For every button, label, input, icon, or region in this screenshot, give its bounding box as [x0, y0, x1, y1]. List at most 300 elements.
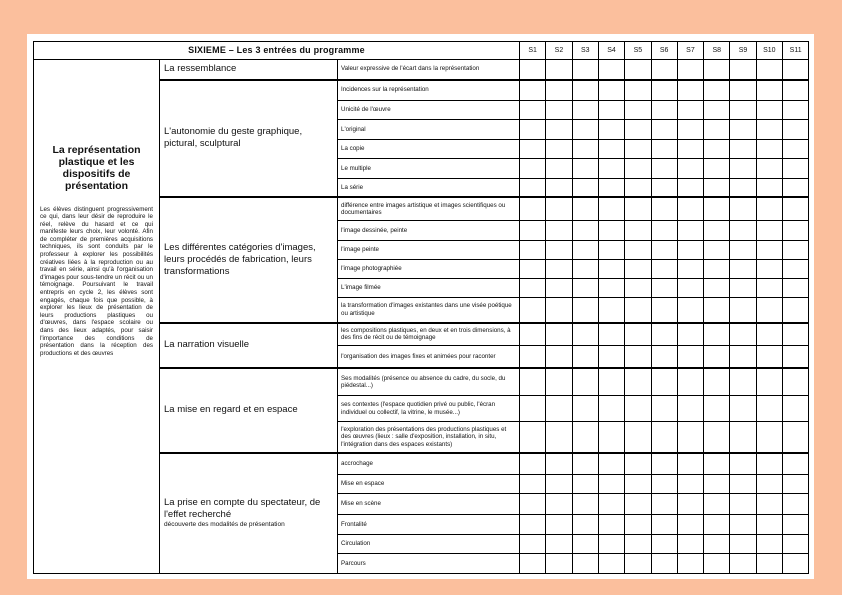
session-check-cell[interactable] — [730, 534, 756, 554]
session-check-cell[interactable] — [704, 139, 730, 159]
session-check-cell[interactable] — [651, 139, 677, 159]
session-check-cell[interactable] — [546, 297, 572, 323]
session-check-cell[interactable] — [782, 179, 808, 198]
session-check-cell[interactable] — [677, 139, 703, 159]
session-check-cell[interactable] — [598, 197, 624, 221]
session-check-cell[interactable] — [704, 100, 730, 120]
session-check-cell[interactable] — [782, 345, 808, 368]
session-check-cell[interactable] — [651, 297, 677, 323]
session-check-cell[interactable] — [782, 368, 808, 396]
session-check-cell[interactable] — [520, 100, 546, 120]
session-check-cell[interactable] — [756, 100, 782, 120]
session-check-cell[interactable] — [730, 59, 756, 80]
session-check-cell[interactable] — [598, 494, 624, 515]
session-check-cell[interactable] — [546, 100, 572, 120]
session-check-cell[interactable] — [651, 159, 677, 179]
session-check-cell[interactable] — [546, 453, 572, 475]
session-check-cell[interactable] — [598, 554, 624, 574]
session-check-cell[interactable] — [572, 260, 598, 279]
session-check-cell[interactable] — [677, 515, 703, 535]
session-check-cell[interactable] — [677, 100, 703, 120]
session-check-cell[interactable] — [704, 453, 730, 475]
session-check-cell[interactable] — [782, 120, 808, 140]
item-cell: Frontalité — [338, 515, 520, 535]
session-check-cell[interactable] — [756, 323, 782, 346]
session-check-cell[interactable] — [598, 80, 624, 101]
session-check-cell[interactable] — [572, 221, 598, 241]
session-check-cell[interactable] — [520, 453, 546, 475]
session-check-cell[interactable] — [572, 396, 598, 422]
session-check-cell[interactable] — [677, 554, 703, 574]
session-check-cell[interactable] — [704, 159, 730, 179]
item-cell: Unicité de l'œuvre — [338, 100, 520, 120]
session-check-cell[interactable] — [756, 534, 782, 554]
session-check-cell[interactable] — [730, 120, 756, 140]
session-check-cell[interactable] — [756, 221, 782, 241]
session-check-cell[interactable] — [677, 197, 703, 221]
session-check-cell[interactable] — [756, 368, 782, 396]
session-check-cell[interactable] — [704, 221, 730, 241]
session-check-cell[interactable] — [598, 368, 624, 396]
session-check-cell[interactable] — [782, 453, 808, 475]
session-check-cell[interactable] — [546, 554, 572, 574]
session-check-cell[interactable] — [677, 422, 703, 453]
session-check-cell[interactable] — [625, 159, 651, 179]
session-check-cell[interactable] — [651, 396, 677, 422]
session-check-cell[interactable] — [782, 554, 808, 574]
session-check-cell[interactable] — [520, 221, 546, 241]
entry-title-cell — [160, 59, 338, 80]
header-row — [34, 42, 809, 60]
session-check-cell[interactable] — [677, 474, 703, 494]
session-check-cell[interactable] — [546, 422, 572, 453]
session-check-cell[interactable] — [598, 59, 624, 80]
session-check-cell[interactable] — [704, 240, 730, 260]
session-check-cell[interactable] — [756, 80, 782, 101]
session-check-cell[interactable] — [651, 221, 677, 241]
session-header: S2 — [546, 42, 572, 60]
session-check-cell[interactable] — [677, 396, 703, 422]
session-check-cell[interactable] — [598, 279, 624, 298]
session-check-cell[interactable] — [730, 221, 756, 241]
session-check-cell[interactable] — [756, 554, 782, 574]
session-check-cell[interactable] — [756, 396, 782, 422]
session-check-cell[interactable] — [625, 80, 651, 101]
session-check-cell[interactable] — [598, 534, 624, 554]
session-check-cell[interactable] — [756, 453, 782, 475]
session-check-cell[interactable] — [677, 120, 703, 140]
session-check-cell[interactable] — [756, 139, 782, 159]
session-check-cell[interactable] — [520, 80, 546, 101]
session-check-cell[interactable] — [651, 240, 677, 260]
session-check-cell[interactable] — [598, 120, 624, 140]
session-check-cell[interactable] — [572, 515, 598, 535]
session-check-cell[interactable] — [704, 197, 730, 221]
session-check-cell[interactable] — [520, 297, 546, 323]
session-check-cell[interactable] — [625, 494, 651, 515]
session-check-cell[interactable] — [782, 279, 808, 298]
session-check-cell[interactable] — [651, 100, 677, 120]
session-check-cell[interactable] — [520, 422, 546, 453]
item-cell: La copie — [338, 139, 520, 159]
session-check-cell[interactable] — [520, 396, 546, 422]
entry-title: La mise en regard et en espace — [164, 404, 298, 416]
session-check-cell[interactable] — [756, 474, 782, 494]
session-check-cell[interactable] — [598, 345, 624, 368]
session-check-cell[interactable] — [677, 453, 703, 475]
session-check-cell[interactable] — [704, 179, 730, 198]
session-check-cell[interactable] — [651, 59, 677, 80]
session-check-cell[interactable] — [651, 179, 677, 198]
session-check-cell[interactable] — [520, 323, 546, 346]
session-check-cell[interactable] — [677, 221, 703, 241]
session-check-cell[interactable] — [546, 515, 572, 535]
session-check-cell[interactable] — [677, 494, 703, 515]
domain-cell — [34, 59, 160, 573]
session-check-cell[interactable] — [756, 197, 782, 221]
session-check-cell[interactable] — [677, 279, 703, 298]
session-check-cell[interactable] — [598, 396, 624, 422]
session-check-cell[interactable] — [756, 422, 782, 453]
item-cell: L'original — [338, 120, 520, 140]
session-check-cell[interactable] — [625, 59, 651, 80]
session-check-cell[interactable] — [625, 515, 651, 535]
item-cell: Ses modalités (présence ou absence du cadre, du socle, du piédestal...) — [338, 368, 520, 396]
session-check-cell[interactable] — [625, 534, 651, 554]
session-check-cell[interactable] — [546, 474, 572, 494]
session-check-cell[interactable] — [625, 221, 651, 241]
session-check-cell[interactable] — [782, 260, 808, 279]
session-check-cell[interactable] — [520, 474, 546, 494]
session-check-cell[interactable] — [520, 345, 546, 368]
session-check-cell[interactable] — [677, 323, 703, 346]
session-check-cell[interactable] — [572, 100, 598, 120]
session-check-cell[interactable] — [730, 515, 756, 535]
session-check-cell[interactable] — [677, 80, 703, 101]
session-check-cell[interactable] — [651, 260, 677, 279]
table-row — [34, 59, 809, 80]
session-check-cell[interactable] — [704, 59, 730, 80]
session-check-cell[interactable] — [625, 179, 651, 198]
session-check-cell[interactable] — [782, 422, 808, 453]
session-check-cell[interactable] — [520, 197, 546, 221]
session-check-cell[interactable] — [625, 197, 651, 221]
session-check-cell[interactable] — [546, 534, 572, 554]
session-check-cell[interactable] — [546, 59, 572, 80]
session-check-cell[interactable] — [572, 323, 598, 346]
session-check-cell[interactable] — [572, 474, 598, 494]
session-check-cell[interactable] — [546, 80, 572, 101]
session-check-cell[interactable] — [704, 120, 730, 140]
session-check-cell[interactable] — [756, 515, 782, 535]
session-header: S11 — [782, 42, 808, 60]
session-check-cell[interactable] — [730, 453, 756, 475]
entry-title: Les différentes catégories d'images, leurs procédés de fabrication, leurs transformations — [164, 241, 316, 277]
session-check-cell[interactable] — [704, 368, 730, 396]
session-check-cell[interactable] — [782, 515, 808, 535]
session-check-cell[interactable] — [520, 534, 546, 554]
session-check-cell[interactable] — [782, 80, 808, 101]
session-check-cell[interactable] — [677, 240, 703, 260]
session-check-cell[interactable] — [730, 197, 756, 221]
session-check-cell[interactable] — [520, 494, 546, 515]
domain-title: La représentation plastique et les dispositifs de présentation — [52, 143, 141, 192]
session-check-cell[interactable] — [625, 396, 651, 422]
session-check-cell[interactable] — [651, 515, 677, 535]
session-check-cell[interactable] — [572, 197, 598, 221]
session-check-cell[interactable] — [730, 494, 756, 515]
session-check-cell[interactable] — [651, 368, 677, 396]
item-cell: les compositions plastiques, en deux et en trois dimensions, à des fins de récit ou de témoignage — [338, 323, 520, 346]
session-check-cell[interactable] — [625, 453, 651, 475]
session-header: S4 — [598, 42, 624, 60]
session-check-cell[interactable] — [677, 297, 703, 323]
session-check-cell[interactable] — [756, 179, 782, 198]
session-check-cell[interactable] — [782, 494, 808, 515]
session-check-cell[interactable] — [520, 368, 546, 396]
session-check-cell[interactable] — [546, 120, 572, 140]
session-check-cell[interactable] — [546, 179, 572, 198]
session-check-cell[interactable] — [598, 179, 624, 198]
session-check-cell[interactable] — [651, 534, 677, 554]
session-check-cell[interactable] — [651, 279, 677, 298]
session-check-cell[interactable] — [782, 197, 808, 221]
session-check-cell[interactable] — [546, 260, 572, 279]
session-check-cell[interactable] — [677, 59, 703, 80]
session-check-cell[interactable] — [520, 120, 546, 140]
session-check-cell[interactable] — [546, 197, 572, 221]
session-check-cell[interactable] — [651, 197, 677, 221]
session-check-cell[interactable] — [572, 554, 598, 574]
session-check-cell[interactable] — [704, 554, 730, 574]
session-header: S1 — [520, 42, 546, 60]
item-cell: différence entre images artistique et images scientifiques ou documentaires — [338, 197, 520, 221]
session-check-cell[interactable] — [625, 100, 651, 120]
session-check-cell[interactable] — [546, 279, 572, 298]
session-header: S10 — [756, 42, 782, 60]
session-check-cell[interactable] — [782, 59, 808, 80]
session-check-cell[interactable] — [625, 474, 651, 494]
session-check-cell[interactable] — [598, 323, 624, 346]
session-check-cell[interactable] — [520, 554, 546, 574]
session-check-cell[interactable] — [730, 396, 756, 422]
session-check-cell[interactable] — [572, 368, 598, 396]
session-check-cell[interactable] — [730, 179, 756, 198]
session-check-cell[interactable] — [625, 323, 651, 346]
session-check-cell[interactable] — [756, 159, 782, 179]
session-check-cell[interactable] — [782, 240, 808, 260]
session-check-cell[interactable] — [572, 534, 598, 554]
session-check-cell[interactable] — [704, 345, 730, 368]
session-check-cell[interactable] — [704, 80, 730, 101]
session-check-cell[interactable] — [625, 139, 651, 159]
session-check-cell[interactable] — [704, 494, 730, 515]
session-check-cell[interactable] — [782, 474, 808, 494]
session-check-cell[interactable] — [625, 240, 651, 260]
session-check-cell[interactable] — [756, 494, 782, 515]
session-check-cell[interactable] — [651, 453, 677, 475]
session-check-cell[interactable] — [546, 396, 572, 422]
entry-title: L'autonomie du geste graphique, pictural, sculptural — [164, 126, 303, 150]
session-check-cell[interactable] — [625, 297, 651, 323]
session-check-cell[interactable] — [572, 279, 598, 298]
item-cell: L'image filmée — [338, 279, 520, 298]
session-check-cell[interactable] — [520, 515, 546, 535]
session-check-cell[interactable] — [520, 179, 546, 198]
item-cell: l'image dessinée, peinte — [338, 221, 520, 241]
session-check-cell[interactable] — [625, 279, 651, 298]
item-cell: Le multiple — [338, 159, 520, 179]
session-check-cell[interactable] — [625, 345, 651, 368]
session-check-cell[interactable] — [625, 260, 651, 279]
session-check-cell[interactable] — [782, 159, 808, 179]
session-check-cell[interactable] — [520, 279, 546, 298]
session-check-cell[interactable] — [782, 297, 808, 323]
entry-title: La prise en compte du spectateur, de l'effet recherché — [164, 497, 321, 521]
session-check-cell[interactable] — [730, 139, 756, 159]
session-check-cell[interactable] — [730, 422, 756, 453]
item-cell: l'exploration des présentations des productions plastiques et des œuvres (lieux : salle d'exposition, installation, in situ, l'intégration dans des espaces existants) — [338, 422, 520, 453]
session-check-cell[interactable] — [572, 422, 598, 453]
session-check-cell[interactable] — [572, 453, 598, 475]
session-header: S5 — [625, 42, 651, 60]
session-check-cell[interactable] — [546, 345, 572, 368]
session-check-cell[interactable] — [572, 179, 598, 198]
session-check-cell[interactable] — [782, 100, 808, 120]
session-check-cell[interactable] — [572, 120, 598, 140]
session-check-cell[interactable] — [546, 139, 572, 159]
session-check-cell[interactable] — [730, 345, 756, 368]
session-check-cell[interactable] — [625, 422, 651, 453]
session-header: S8 — [704, 42, 730, 60]
session-check-cell[interactable] — [520, 260, 546, 279]
session-check-cell[interactable] — [782, 323, 808, 346]
session-check-cell[interactable] — [625, 120, 651, 140]
session-check-cell[interactable] — [704, 323, 730, 346]
session-check-cell[interactable] — [756, 240, 782, 260]
session-check-cell[interactable] — [598, 159, 624, 179]
session-check-cell[interactable] — [520, 139, 546, 159]
session-check-cell[interactable] — [651, 422, 677, 453]
session-check-cell[interactable] — [782, 139, 808, 159]
session-check-cell[interactable] — [782, 221, 808, 241]
session-check-cell[interactable] — [598, 453, 624, 475]
session-check-cell[interactable] — [730, 100, 756, 120]
item-cell: Valeur expressive de l'écart dans la représentation — [338, 59, 520, 80]
session-check-cell[interactable] — [520, 59, 546, 80]
session-check-cell[interactable] — [730, 323, 756, 346]
session-check-cell[interactable] — [546, 240, 572, 260]
item-cell: accrochage — [338, 453, 520, 475]
session-check-cell[interactable] — [598, 474, 624, 494]
session-check-cell[interactable] — [546, 323, 572, 346]
session-check-cell[interactable] — [598, 422, 624, 453]
session-header: S3 — [572, 42, 598, 60]
item-cell: Circulation — [338, 534, 520, 554]
session-check-cell[interactable] — [598, 100, 624, 120]
session-check-cell[interactable] — [782, 534, 808, 554]
session-check-cell[interactable] — [625, 554, 651, 574]
session-check-cell[interactable] — [546, 221, 572, 241]
session-check-cell[interactable] — [598, 297, 624, 323]
session-check-cell[interactable] — [730, 368, 756, 396]
session-header: S7 — [677, 42, 703, 60]
session-check-cell[interactable] — [704, 396, 730, 422]
session-check-cell[interactable] — [520, 159, 546, 179]
session-check-cell[interactable] — [677, 534, 703, 554]
session-check-cell[interactable] — [572, 159, 598, 179]
session-check-cell[interactable] — [546, 494, 572, 515]
session-check-cell[interactable] — [677, 368, 703, 396]
session-check-cell[interactable] — [651, 120, 677, 140]
session-check-cell[interactable] — [598, 515, 624, 535]
session-check-cell[interactable] — [730, 240, 756, 260]
session-check-cell[interactable] — [598, 240, 624, 260]
session-check-cell[interactable] — [598, 260, 624, 279]
session-check-cell[interactable] — [704, 260, 730, 279]
session-check-cell[interactable] — [782, 396, 808, 422]
session-check-cell[interactable] — [730, 474, 756, 494]
session-check-cell[interactable] — [598, 139, 624, 159]
session-check-cell[interactable] — [572, 80, 598, 101]
session-check-cell[interactable] — [520, 240, 546, 260]
session-check-cell[interactable] — [572, 59, 598, 80]
session-check-cell[interactable] — [730, 260, 756, 279]
session-check-cell[interactable] — [677, 260, 703, 279]
session-check-cell[interactable] — [730, 80, 756, 101]
session-check-cell[interactable] — [572, 297, 598, 323]
session-check-cell[interactable] — [756, 120, 782, 140]
session-check-cell[interactable] — [625, 368, 651, 396]
session-check-cell[interactable] — [651, 474, 677, 494]
session-check-cell[interactable] — [730, 279, 756, 298]
session-check-cell[interactable] — [730, 159, 756, 179]
session-check-cell[interactable] — [704, 534, 730, 554]
session-check-cell[interactable] — [704, 515, 730, 535]
session-check-cell[interactable] — [651, 494, 677, 515]
session-check-cell[interactable] — [677, 179, 703, 198]
program-table — [33, 41, 809, 574]
session-check-cell[interactable] — [756, 297, 782, 323]
session-check-cell[interactable] — [572, 345, 598, 368]
session-check-cell[interactable] — [651, 323, 677, 346]
session-check-cell[interactable] — [704, 422, 730, 453]
session-check-cell[interactable] — [572, 240, 598, 260]
session-check-cell[interactable] — [651, 80, 677, 101]
session-check-cell[interactable] — [704, 474, 730, 494]
session-check-cell[interactable] — [546, 159, 572, 179]
session-check-cell[interactable] — [598, 221, 624, 241]
session-check-cell[interactable] — [756, 260, 782, 279]
session-check-cell[interactable] — [677, 345, 703, 368]
session-header: S6 — [651, 42, 677, 60]
session-check-cell[interactable] — [572, 139, 598, 159]
session-check-cell[interactable] — [704, 297, 730, 323]
session-check-cell[interactable] — [756, 59, 782, 80]
session-check-cell[interactable] — [677, 159, 703, 179]
session-check-cell[interactable] — [651, 554, 677, 574]
session-check-cell[interactable] — [546, 368, 572, 396]
entry-title-cell — [160, 197, 338, 323]
session-check-cell[interactable] — [651, 345, 677, 368]
entry-title-cell — [160, 80, 338, 197]
session-check-cell[interactable] — [756, 279, 782, 298]
session-check-cell[interactable] — [730, 297, 756, 323]
session-check-cell[interactable] — [572, 494, 598, 515]
session-check-cell[interactable] — [704, 279, 730, 298]
session-check-cell[interactable] — [756, 345, 782, 368]
session-check-cell[interactable] — [730, 554, 756, 574]
